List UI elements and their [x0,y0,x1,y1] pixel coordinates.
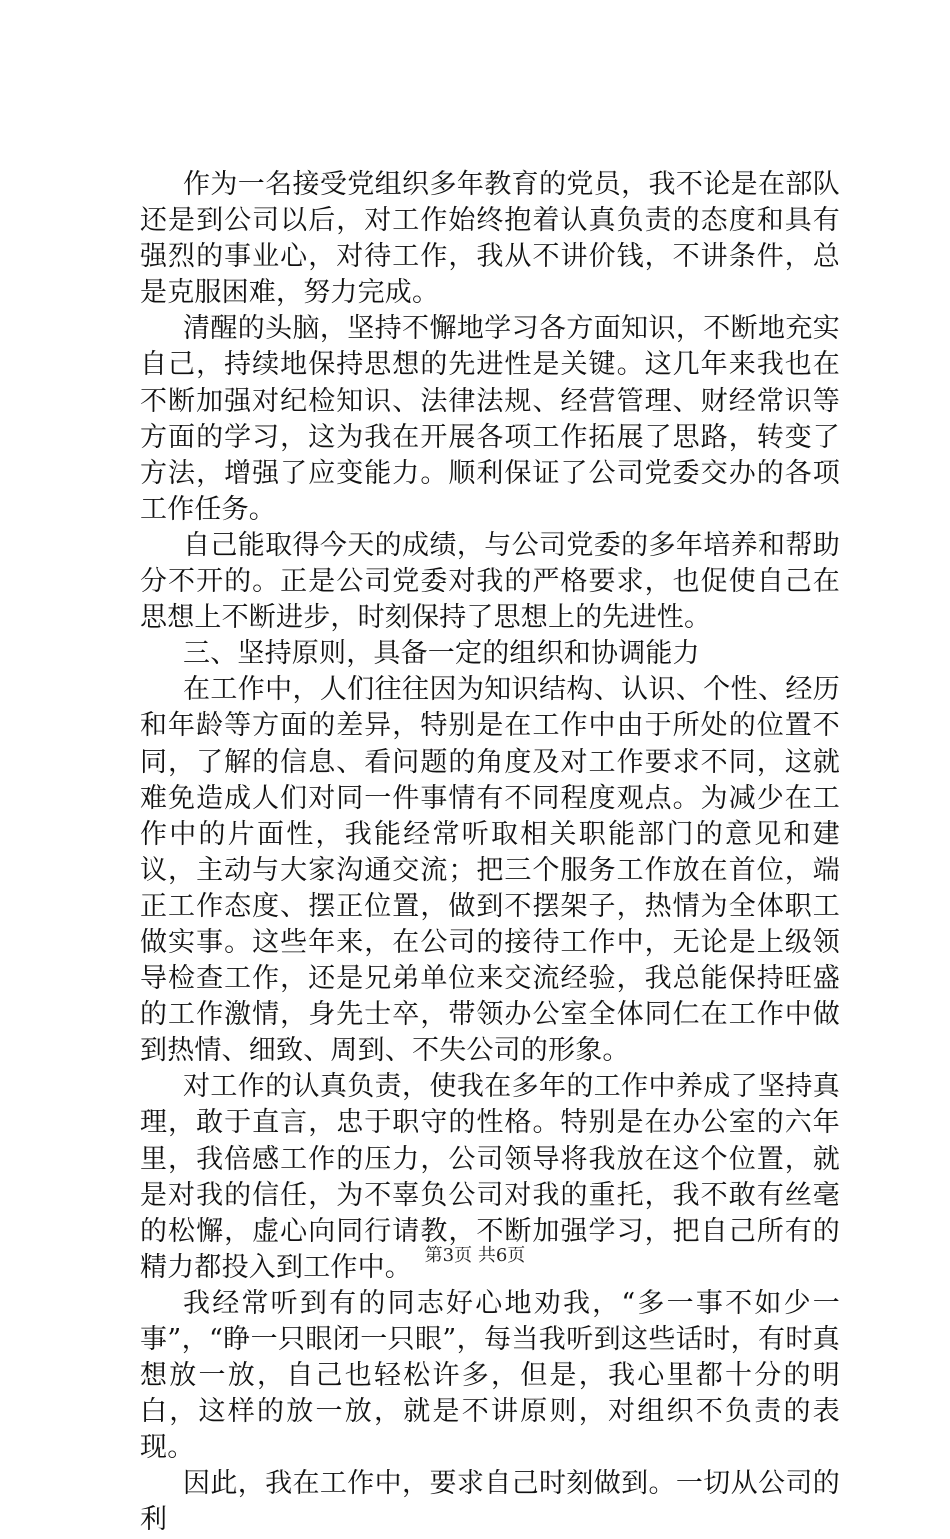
paragraph-1: 作为一名接受党组织多年教育的党员，我不论是在部队还是到公司以后，对工作始终抱着认真负责的态度和具有强烈的事业心，对待工作，我从不讲价钱，不讲条件，总是克服困难，努力完成。 [140,169,840,309]
paragraph-2: 清醒的头脑，坚持不懈地学习各方面知识，不断地充实自己，持续地保持思想的先进性是关键。这几年来我也在不断加强对纪检知识、法律法规、经营管理、财经常识等方面的学习，这为我在开展各项工作拓展了思路，转变了方法，增强了应变能力。顺利保证了公司党委交办的各项工作任务。 [140,313,840,525]
paragraph-6: 我经常听到有的同志好心地劝我，“多一事不如少一事”，“睁一只眼闭一只眼”，每当我听到这些话时，有时真想放一放，自己也轻松许多，但是，我心里都十分的明白，这样的放一放，就是不讲原则，对组织不负责的表现。 [140,1287,840,1464]
paragraph-7: 因此，我在工作中，要求自己时刻做到。一切从公司的利 [140,1468,840,1536]
paragraph-4: 在工作中，人们往往因为知识结构、认识、个性、经历和年龄等方面的差异，特别是在工作中由于所处的位置不同，了解的信息、看问题的角度及对工作要求不同，这就难免造成人们对同一件事情有不同程度观点。为减少在工作中的片面性，我能经常听取相关职能部门的意见和建议，主动与大家沟通交流；把三个服务工作放在首位，端正工作态度、摆正位置，做到不摆架子，热情为全体职工做实事。这些年来，在公司的接待工作中，无论是上级领导检查工作，还是兄弟单位来交流经验，我总能保持旺盛的工作激情，身先士卒，带领办公室全体同仁在工作中做到热情、细致、周到、不失公司的形象。 [140,674,840,1067]
paragraph-5: 对工作的认真负责，使我在多年的工作中养成了坚持真理，敢于直言，忠于职守的性格。特别是在办公室的六年里，我倍感工作的压力，公司领导将我放在这个位置，就是对我的信任，为不辜负公司对我的重托，我不敢有丝毫的松懈，虚心向同行请教，不断加强学习，把自己所有的精力都投入到工作中。 [140,1071,840,1283]
paragraph-3: 自己能取得今天的成绩，与公司党委的多年培养和帮助分不开的。正是公司党委对我的严格要求，也促使自己在思想上不断进步，时刻保持了思想上的先进性。 [140,529,840,634]
page-number-footer: 第3页 共6页 [424,1245,526,1266]
document-body [140,167,840,1539]
section-heading: 三、坚持原则，具备一定的组织和协调能力 [183,638,700,670]
